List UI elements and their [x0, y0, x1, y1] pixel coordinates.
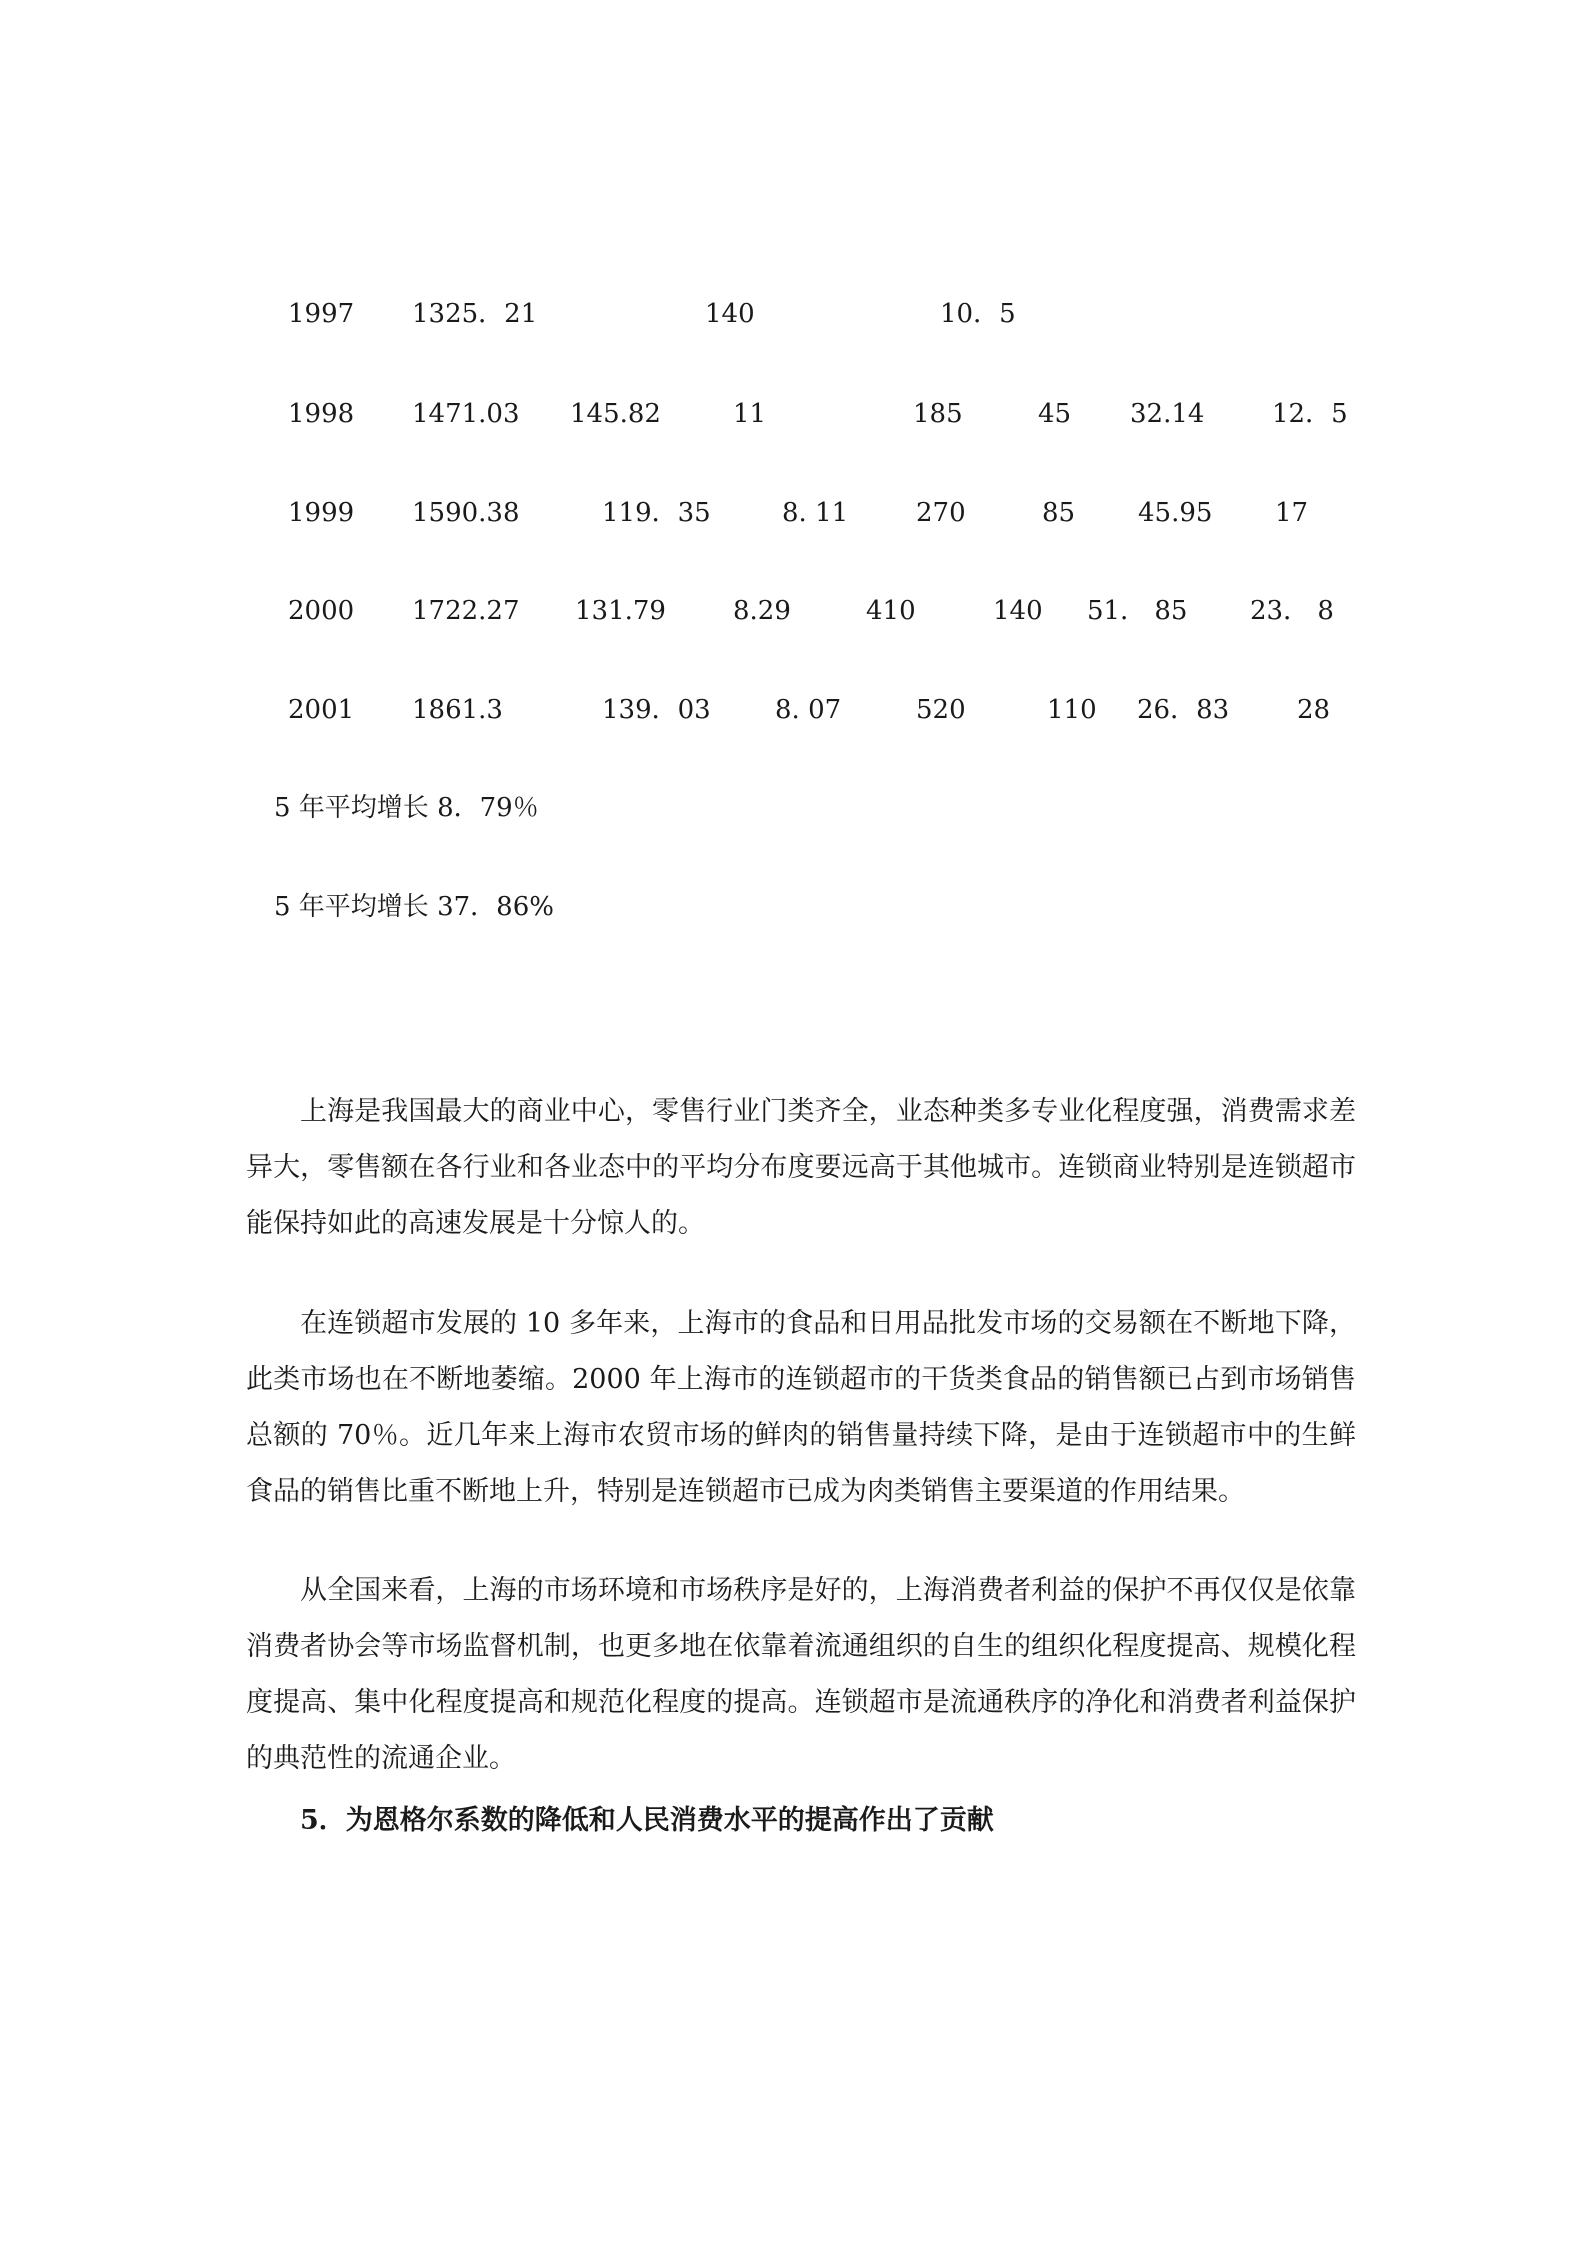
table-cell: 8. 11: [782, 498, 849, 528]
table-cell: 8. 07: [775, 695, 842, 725]
body-paragraph: 从全国来看，上海的市场环境和市场秩序是好的，上海消费者利益的保护不再仅仅是依靠消费者协会等市场监督机制，也更多地在依靠着流通组织的自生的组织化程度提高、规模化程度提高、集中化程度提高和规范化程度的提高。连锁超市是流通秩序的净化和消费者利益保护的典范性的流通企业。: [246, 1575, 1356, 1774]
table-cell: 32.14: [1130, 399, 1205, 429]
table-cell: 12．5: [1272, 399, 1348, 429]
average-growth-note: 5 年平均增长 8．79％: [274, 793, 539, 823]
table-cell: 51． 85: [1087, 596, 1188, 626]
table-cell: 26．83: [1137, 695, 1230, 725]
table-cell: 17: [1275, 498, 1309, 528]
table-cell: 1590.38: [412, 498, 520, 528]
table-cell: 139．03: [602, 695, 711, 725]
table-cell: 23． 8: [1250, 596, 1334, 626]
table-cell: 185: [913, 399, 963, 429]
table-cell: 11: [733, 399, 767, 429]
table-cell: 1997: [288, 299, 355, 329]
table-cell: 1999: [288, 498, 355, 528]
table-cell: 119．35: [602, 498, 711, 528]
table-cell: 85: [1042, 498, 1076, 528]
table-cell: 2000: [288, 596, 355, 626]
table-cell: 1471.03: [412, 399, 520, 429]
body-paragraph: 上海是我国最大的商业中心，零售行业门类齐全，业态种类多专业化程度强，消费需求差异大，零售额在各行业和各业态中的平均分布度要远高于其他城市。连锁商业特别是连锁超市能保持如此的高速发展是十分惊人的。: [246, 1096, 1356, 1239]
table-cell: 410: [866, 596, 916, 626]
table-cell: 1998: [288, 399, 355, 429]
table-cell: 2001: [288, 695, 355, 725]
table-cell: 45.95: [1138, 498, 1213, 528]
average-growth-note: 5 年平均增长 37．86%: [274, 892, 554, 922]
table-cell: 270: [916, 498, 966, 528]
table-cell: 10．5: [940, 299, 1016, 329]
table-cell: 131.79: [575, 596, 666, 626]
table-cell: 8.29: [733, 596, 791, 626]
table-cell: 45: [1038, 399, 1072, 429]
body-paragraph: 在连锁超市发展的 10 多年来，上海市的食品和日用品批发市场的交易额在不断地下降，此类市场也在不断地萎缩。2000 年上海市的连锁超市的干货类食品的销售额已占到市场销售总额的 70％。近几年来上海市农贸市场的鲜肉的销售量持续下降，是由于连锁超市中的生鲜食品的销售比重不断地上升，特别是连锁超市已成为肉类销售主要渠道的作用结果。: [246, 1308, 1356, 1507]
table-cell: 1325．21: [412, 299, 538, 329]
section-heading: 5．为恩格尔系数的降低和人民消费水平的提高作出了贡献: [300, 1805, 994, 1836]
table-cell: 28: [1297, 695, 1331, 725]
table-cell: 110: [1047, 695, 1097, 725]
table-cell: 140: [705, 299, 755, 329]
table-cell: 520: [916, 695, 966, 725]
table-cell: 145.82: [570, 399, 661, 429]
table-cell: 1722.27: [412, 596, 520, 626]
table-cell: 1861.3: [412, 695, 503, 725]
table-cell: 140: [993, 596, 1043, 626]
